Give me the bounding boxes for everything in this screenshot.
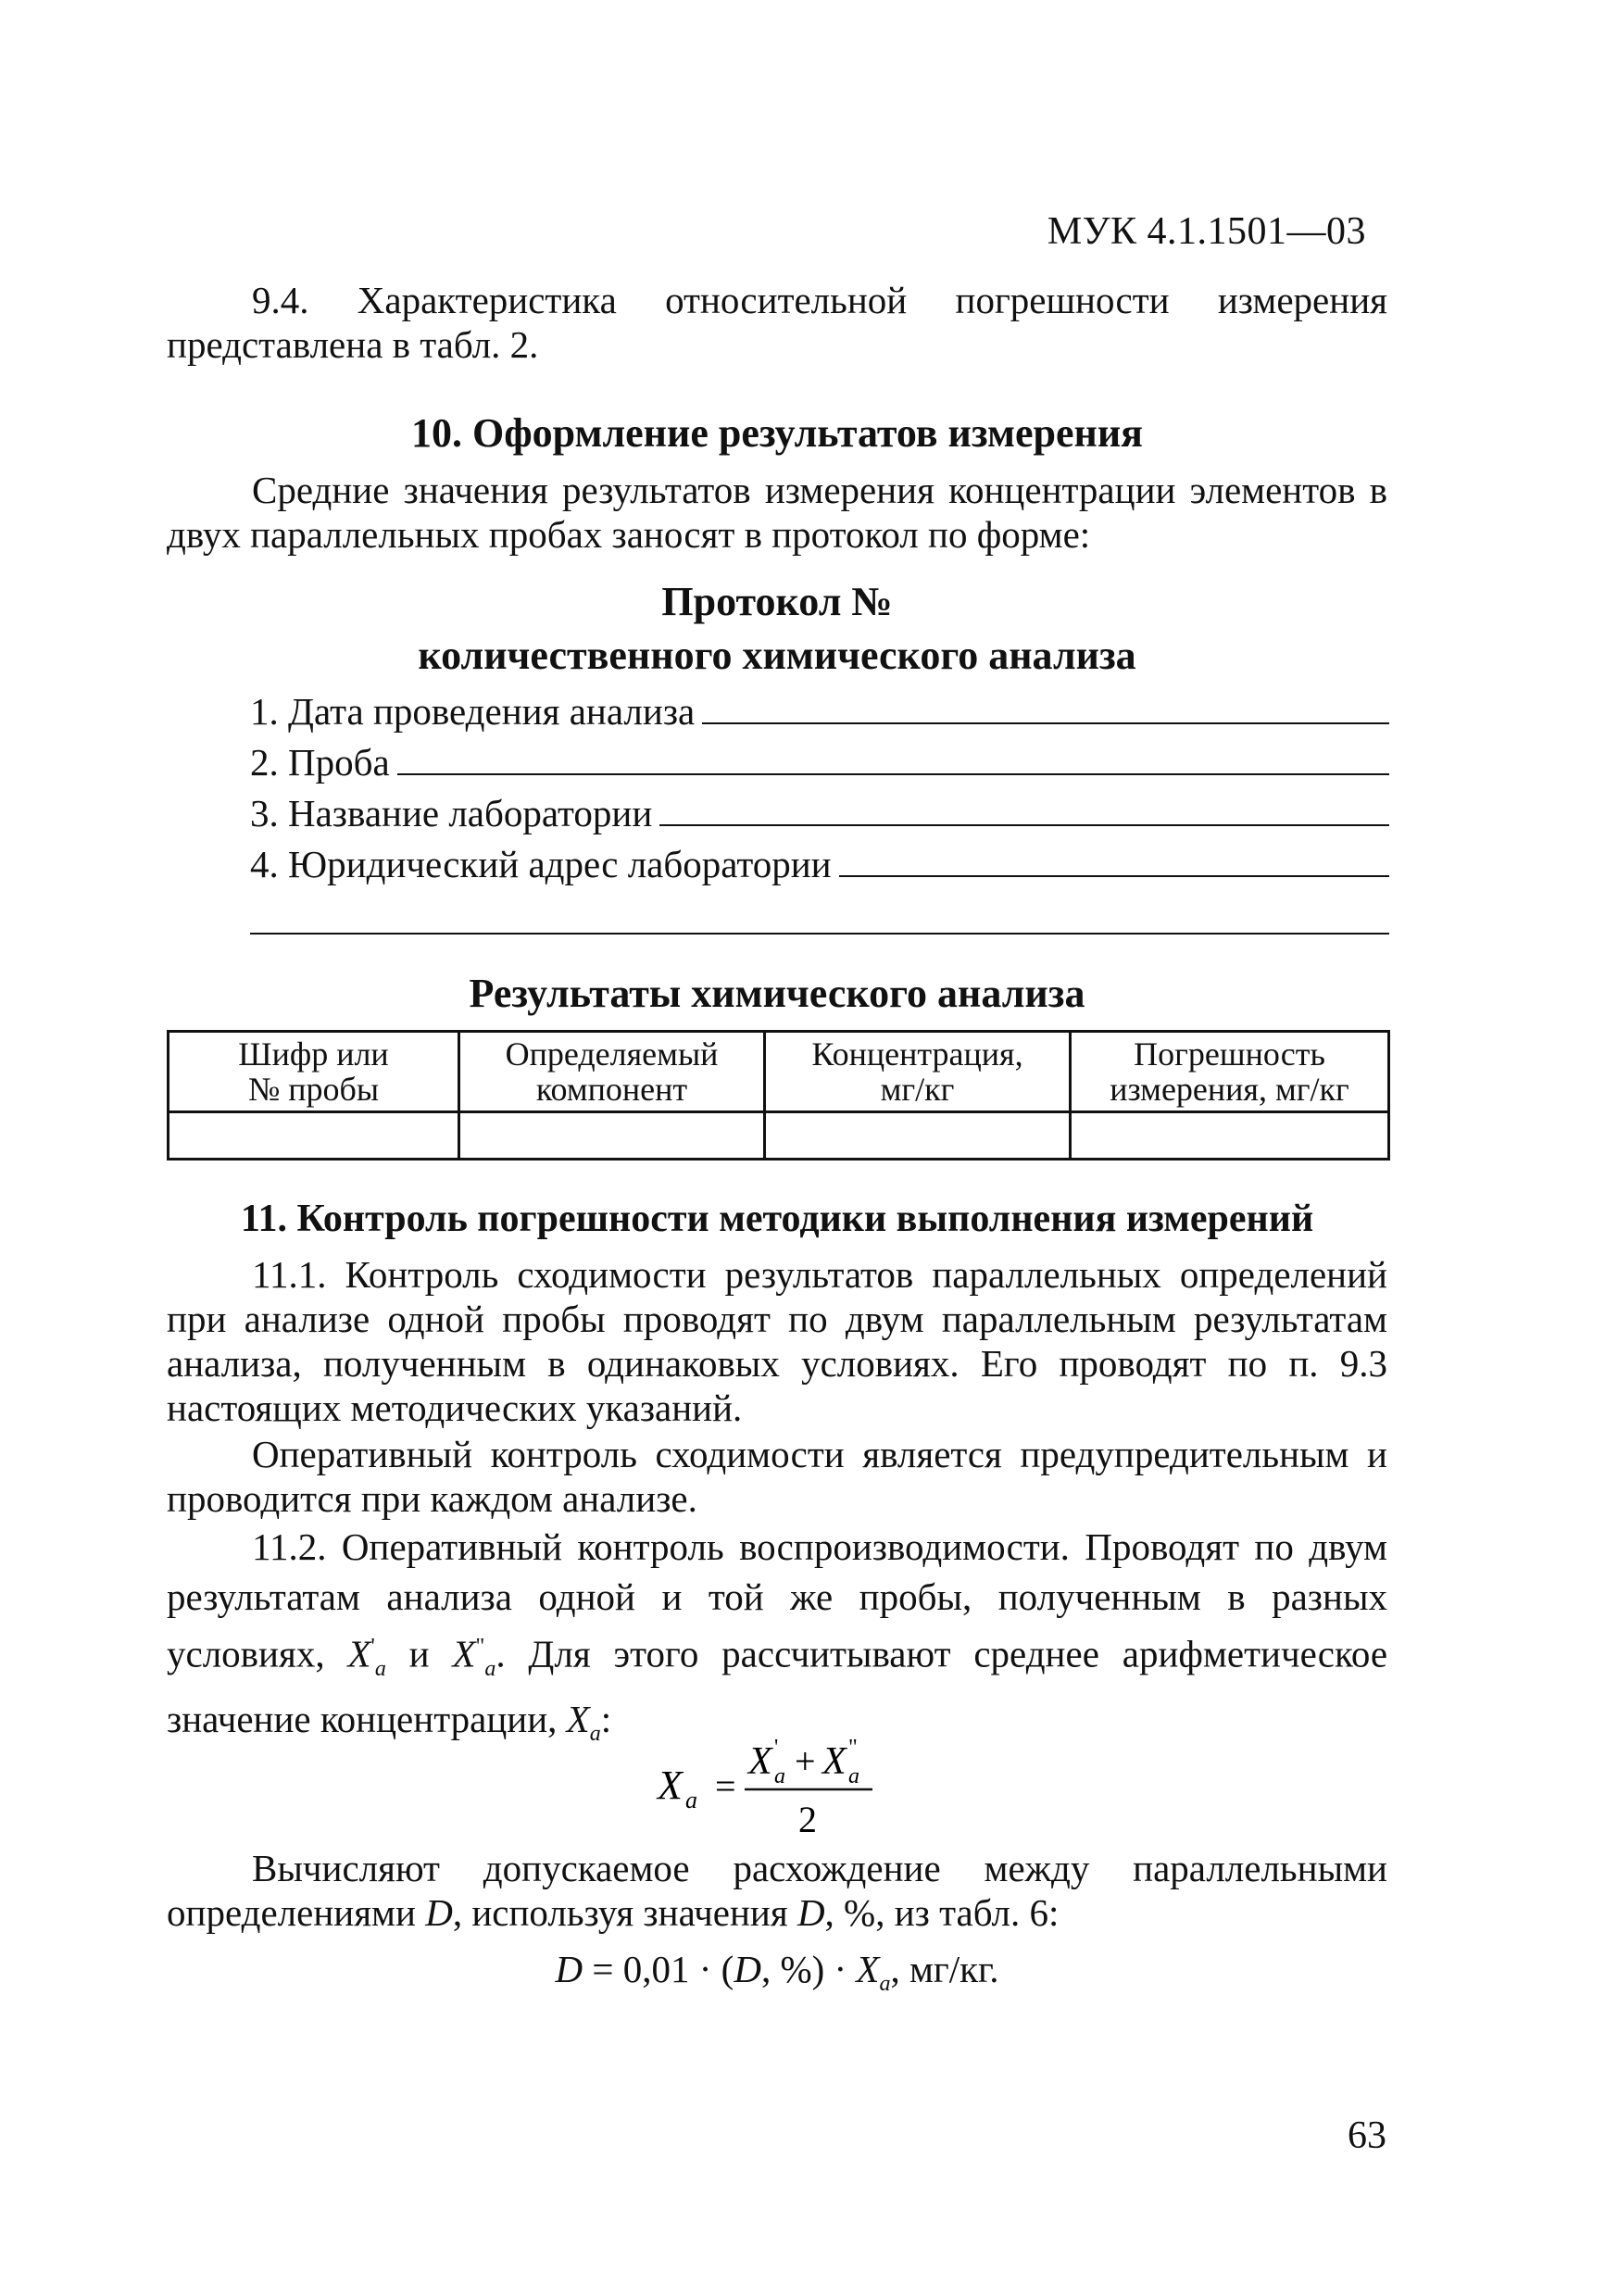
- header-line: Шифр или: [238, 1035, 389, 1073]
- formula2-end: , мг/кг.: [890, 1948, 999, 1990]
- table-cell: [169, 1112, 459, 1160]
- protocol-field-label: 4. Юридический адрес лаборатории: [250, 843, 832, 885]
- paragraph-text: , используя значения: [452, 1891, 788, 1934]
- header-line: Погрешность: [1134, 1035, 1325, 1073]
- header-line: № пробы: [247, 1071, 380, 1108]
- protocol-title-line2: количественного химического анализа: [418, 633, 1136, 678]
- formula-lhs-subscript: a: [685, 1787, 697, 1813]
- header-line: измерения, мг/кг: [1110, 1071, 1349, 1108]
- paragraph-text: :: [600, 1697, 612, 1740]
- fill-line: [702, 721, 1389, 724]
- section-10-title: 10. Оформление результатов измерения: [411, 410, 1143, 456]
- symbol-d: D: [425, 1891, 453, 1934]
- paragraph-text: . Для этого рассчитывают среднее арифметическое значение концентрации,: [167, 1632, 1388, 1740]
- symbol-subscript: a: [484, 1656, 496, 1681]
- symbol-subscript: a: [879, 1972, 891, 1997]
- symbol-d: D: [734, 1948, 761, 1990]
- table-header-row: [169, 1032, 1389, 1112]
- symbol-x: X: [452, 1632, 476, 1675]
- protocol-field-label: 3. Название лаборатории: [250, 792, 653, 834]
- protocol-field-sample: [250, 736, 1389, 784]
- paragraph-text: Вычисляют допускаемое расхождение между параллельными определениями: [167, 1847, 1387, 1934]
- equals-sign: =: [715, 1765, 736, 1807]
- protocol-title-line1: Протокол №: [661, 579, 893, 624]
- paragraph-divergence: [167, 1846, 1387, 1935]
- double-prime-mark: ": [848, 1736, 858, 1760]
- table-cell: [1071, 1112, 1389, 1160]
- header-line: Определяемый: [505, 1035, 719, 1073]
- page-number: 63: [1348, 2114, 1386, 2157]
- protocol-field-lab-address: [250, 838, 1389, 886]
- paragraph-text: и: [408, 1632, 430, 1675]
- fill-line: [659, 823, 1389, 826]
- symbol-d: D: [796, 1891, 825, 1934]
- section-10-intro: Средние значения результатов измерения концентрации элементов в двух параллельных пробах заносят в протокол по форме:: [167, 469, 1387, 556]
- divergence-formula: [167, 1947, 1387, 1997]
- blank-fill-line: [250, 932, 1389, 935]
- column-header-component: [459, 1032, 765, 1112]
- fill-line: [397, 772, 1389, 775]
- protocol-field-label: 1. Дата проведения анализа: [250, 690, 696, 733]
- column-header-concentration: [765, 1032, 1071, 1112]
- results-table: [167, 1030, 1390, 1161]
- formula-denominator: 2: [798, 1799, 817, 1840]
- table-cell: [765, 1112, 1071, 1160]
- fill-line: [839, 874, 1389, 877]
- symbol-x: X: [347, 1632, 371, 1675]
- header-line: мг/кг: [880, 1071, 955, 1108]
- prime-mark: ': [774, 1736, 779, 1760]
- column-header-error: [1071, 1032, 1389, 1112]
- formula-num-x2: X: [822, 1740, 847, 1783]
- formula2-lhs: D: [555, 1948, 583, 1990]
- protocol-field-label: 2. Проба: [250, 741, 390, 784]
- symbol-x: X: [856, 1948, 880, 1990]
- column-header-sample-code: [169, 1032, 459, 1112]
- protocol-field-lab-name: [250, 787, 1389, 835]
- document-code: МУК 4.1.1501—03: [1047, 210, 1366, 253]
- paragraph-11-1: 11.1. Контроль сходимости результатов параллельных определений при анализе одной пробы проводят по двум параллельным результатам анализа, полученным в одинаковых условиях. Его проводят по п. 9.3 настоящих методических указаний.: [167, 1253, 1387, 1429]
- header-line: Концентрация,: [811, 1035, 1023, 1073]
- section-11-title: 11. Контроль погрешности методики выполнения измерений: [240, 1198, 1314, 1240]
- formula-num-sub1: a: [774, 1764, 785, 1788]
- formula2-unit: , %) ·: [760, 1948, 847, 1990]
- symbol-subscript: a: [589, 1722, 601, 1747]
- paragraph-9-4: 9.4. Характеристика относительной погрешности измерения представлена в табл. 2.: [167, 279, 1387, 366]
- results-title: Результаты химического анализа: [469, 971, 1085, 1016]
- mean-formula: [648, 1732, 926, 1843]
- symbol-subscript: a: [374, 1656, 386, 1681]
- formula-lhs: X: [658, 1763, 683, 1808]
- paragraph-text: 11.2. Оперативный контроль воспроизводимости. Проводят по двум результатам анализа одной и той же пробы, полученным в разных условиях,: [167, 1525, 1387, 1675]
- paragraph-11-1-operational: Оперативный контроль сходимости является предупредительным и проводится при каждом анализе.: [167, 1433, 1387, 1520]
- formula2-rhs: = 0,01 · (: [592, 1948, 734, 1990]
- symbol-x: X: [566, 1697, 590, 1740]
- protocol-field-date: [250, 685, 1389, 734]
- paragraph-text: , %, из табл. 6:: [824, 1891, 1060, 1934]
- paragraph-11-2: 11.2. Оперативный контроль воспроизводимости. Проводят по двум результатам анализа одной и той же пробы, полученным в разных условиях, $X'_a$ и $X^"_a$. Для этого рассчитывают среднее арифметическое значение концентрации, $X_a$:: [167, 1525, 1388, 1747]
- formula-num-sub2: a: [848, 1764, 859, 1788]
- plus-sign: +: [795, 1740, 816, 1782]
- formula-num-x1: X: [748, 1740, 772, 1783]
- table-cell: [459, 1112, 765, 1160]
- table-row: [169, 1112, 1389, 1160]
- header-line: компонент: [535, 1071, 688, 1108]
